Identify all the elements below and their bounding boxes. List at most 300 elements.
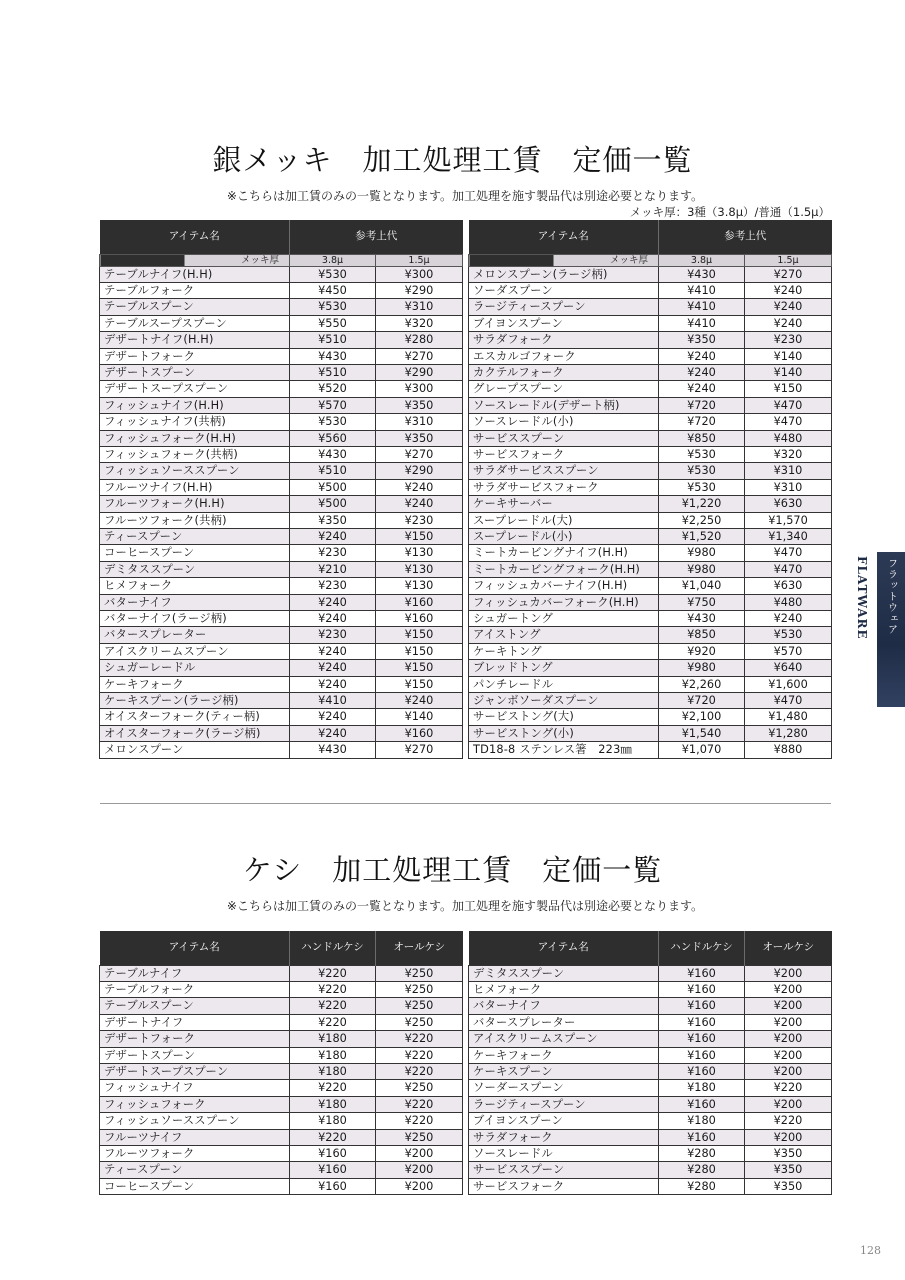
item-name-cell: コーヒースプーン [100, 545, 290, 561]
table-row [469, 676, 832, 692]
price-cell-b: ¥200 [745, 1063, 832, 1079]
price-cell-b: ¥150 [376, 529, 463, 545]
all-keshi-header: オールケシ [376, 931, 463, 965]
price-cell-b: ¥470 [745, 693, 832, 709]
item-name-cell: テーブルナイフ [100, 965, 290, 981]
price-cell-b: ¥230 [376, 512, 463, 528]
item-name-cell: サラダサービスフォーク [469, 479, 659, 495]
price-cell-a: ¥160 [659, 1014, 745, 1030]
keshi-title: ケシ 加工処理工賃 定価一覧 [242, 853, 663, 887]
table-row [469, 561, 832, 577]
price-cell-a: ¥720 [659, 397, 745, 413]
item-name-cell: ケーキフォーク [469, 1047, 659, 1063]
price-cell-a: ¥980 [659, 545, 745, 561]
table-row [469, 981, 832, 997]
price-cell-a: ¥530 [290, 266, 376, 282]
price-cell-b: ¥200 [376, 1178, 463, 1194]
page-number: 128 [860, 1244, 881, 1257]
flatware-side-tab[interactable] [855, 552, 905, 707]
item-name-cell: シュガートング [469, 611, 659, 627]
table-row [100, 693, 463, 709]
price-cell-a: ¥160 [659, 1031, 745, 1047]
table-row [469, 463, 832, 479]
price-cell-a: ¥570 [290, 397, 376, 413]
item-name-cell: サラダフォーク [469, 332, 659, 348]
item-name-cell: オイスターフォーク(ラージ柄) [100, 725, 290, 741]
silver-price-table-left [99, 220, 463, 759]
table-row [469, 529, 832, 545]
item-name-cell: ケーキフォーク [100, 676, 290, 692]
table-row [469, 965, 832, 981]
item-name-cell: テーブルフォーク [100, 981, 290, 997]
item-name-cell: ケーキスプーン [469, 1063, 659, 1079]
price-cell-b: ¥130 [376, 578, 463, 594]
table-row [469, 397, 832, 413]
table-row [100, 266, 463, 282]
item-name-cell: エスカルゴフォーク [469, 348, 659, 364]
price-cell-b: ¥270 [376, 446, 463, 462]
price-cell-b: ¥310 [745, 463, 832, 479]
table-row [469, 496, 832, 512]
price-cell-b: ¥200 [376, 1162, 463, 1178]
item-name-cell: デミタススプーン [100, 561, 290, 577]
table-row [100, 529, 463, 545]
price-cell-b: ¥310 [376, 299, 463, 315]
price-cell-a: ¥160 [290, 1162, 376, 1178]
table-row [100, 561, 463, 577]
price-cell-a: ¥430 [659, 266, 745, 282]
price-cell-a: ¥410 [290, 693, 376, 709]
price-cell-a: ¥920 [659, 643, 745, 659]
item-name-cell: ソースレードル(小) [469, 414, 659, 430]
table-row [469, 332, 832, 348]
silver-plating-title: 銀メッキ 加工処理工賃 定価一覧 [212, 143, 693, 177]
table-row [100, 364, 463, 380]
price-cell-a: ¥410 [659, 282, 745, 298]
price-cell-a: ¥180 [290, 1047, 376, 1063]
price-cell-a: ¥280 [659, 1145, 745, 1161]
price-cell-b: ¥880 [745, 742, 832, 758]
price-cell-b: ¥240 [745, 315, 832, 331]
item-name-cell: アイストング [469, 627, 659, 643]
price-cell-b: ¥240 [745, 299, 832, 315]
price-cell-b: ¥300 [376, 266, 463, 282]
item-name-cell: ヒメフォーク [469, 981, 659, 997]
table-row [469, 446, 832, 462]
price-cell-b: ¥200 [745, 998, 832, 1014]
item-name-cell: デミタススプーン [469, 965, 659, 981]
price-cell-a: ¥1,040 [659, 578, 745, 594]
plating-thickness-label: メッキ厚 [469, 254, 659, 266]
table-row [469, 1129, 832, 1145]
table-row [100, 709, 463, 725]
price-cell-a: ¥2,260 [659, 676, 745, 692]
price-cell-b: ¥630 [745, 578, 832, 594]
table-row [469, 627, 832, 643]
item-name-cell: メロンスプーン [100, 742, 290, 758]
price-cell-a: ¥160 [659, 998, 745, 1014]
price-cell-b: ¥320 [745, 446, 832, 462]
price-cell-b: ¥470 [745, 397, 832, 413]
table-row [469, 1047, 832, 1063]
reference-price-header: 参考上代 [290, 220, 463, 254]
table-row [469, 414, 832, 430]
item-name-cell: フィッシュフォーク(共柄) [100, 446, 290, 462]
item-name-cell: ブイヨンスプーン [469, 315, 659, 331]
price-cell-b: ¥1,570 [745, 512, 832, 528]
table-row [469, 1145, 832, 1161]
item-name-cell: コーヒースプーン [100, 1178, 290, 1194]
price-cell-b: ¥250 [376, 965, 463, 981]
table-row [100, 1047, 463, 1063]
price-cell-a: ¥160 [290, 1145, 376, 1161]
section-divider [100, 803, 831, 804]
table-row [100, 512, 463, 528]
item-name-cell: サービスフォーク [469, 1178, 659, 1194]
table-row [469, 512, 832, 528]
price-cell-b: ¥480 [745, 594, 832, 610]
item-name-cell: フィッシュフォーク(H.H) [100, 430, 290, 446]
table-row [100, 446, 463, 462]
table-row [469, 594, 832, 610]
table-row [100, 1162, 463, 1178]
item-name-cell: フルーツフォーク(H.H) [100, 496, 290, 512]
price-cell-b: ¥470 [745, 561, 832, 577]
price-cell-b: ¥200 [745, 1014, 832, 1030]
price-cell-a: ¥1,070 [659, 742, 745, 758]
price-cell-a: ¥230 [290, 627, 376, 643]
table-row [100, 299, 463, 315]
item-name-cell: ヒメフォーク [100, 578, 290, 594]
price-cell-b: ¥480 [745, 430, 832, 446]
price-cell-a: ¥160 [659, 1047, 745, 1063]
table-row [469, 578, 832, 594]
price-cell-b: ¥150 [376, 627, 463, 643]
item-name-cell: ラージティースプーン [469, 1096, 659, 1112]
price-cell-a: ¥180 [290, 1063, 376, 1079]
price-cell-a: ¥280 [659, 1162, 745, 1178]
price-cell-b: ¥220 [376, 1063, 463, 1079]
price-cell-b: ¥160 [376, 725, 463, 741]
price-cell-a: ¥2,100 [659, 709, 745, 725]
table-row [469, 545, 832, 561]
table-row [469, 364, 832, 380]
price-cell-a: ¥720 [659, 693, 745, 709]
table-row [469, 381, 832, 397]
price-cell-b: ¥630 [745, 496, 832, 512]
price-cell-a: ¥430 [290, 742, 376, 758]
price-cell-b: ¥220 [376, 1047, 463, 1063]
item-name-cell: フィッシュカバーフォーク(H.H) [469, 594, 659, 610]
price-cell-a: ¥210 [290, 561, 376, 577]
item-name-cell: フィッシュナイフ(共柄) [100, 414, 290, 430]
price-cell-a: ¥510 [290, 364, 376, 380]
price-cell-b: ¥240 [376, 496, 463, 512]
price-cell-b: ¥200 [745, 1096, 832, 1112]
table-row [469, 266, 832, 282]
item-name-cell: テーブルスプーン [100, 998, 290, 1014]
price-cell-b: ¥200 [745, 1031, 832, 1047]
price-cell-b: ¥250 [376, 1080, 463, 1096]
price-cell-b: ¥150 [745, 381, 832, 397]
price-cell-b: ¥140 [376, 709, 463, 725]
price-cell-a: ¥180 [290, 1096, 376, 1112]
item-name-cell: バターナイフ [469, 998, 659, 1014]
price-cell-a: ¥230 [290, 578, 376, 594]
table-row [100, 282, 463, 298]
price-cell-a: ¥240 [659, 381, 745, 397]
table-row [469, 282, 832, 298]
price-cell-b: ¥230 [745, 332, 832, 348]
item-name-cell: バタースプレーター [469, 1014, 659, 1030]
price-cell-b: ¥140 [745, 348, 832, 364]
item-name-cell: バターナイフ [100, 594, 290, 610]
price-cell-b: ¥350 [745, 1178, 832, 1194]
table-row [469, 479, 832, 495]
item-name-cell: サービストング(大) [469, 709, 659, 725]
price-cell-b: ¥160 [376, 594, 463, 610]
price-cell-a: ¥240 [290, 725, 376, 741]
table-row [100, 397, 463, 413]
price-cell-b: ¥290 [376, 282, 463, 298]
table-row [469, 1178, 832, 1194]
price-cell-b: ¥220 [376, 1113, 463, 1129]
all-keshi-header: オールケシ [745, 931, 832, 965]
price-cell-a: ¥180 [659, 1113, 745, 1129]
price-cell-b: ¥1,280 [745, 725, 832, 741]
plating-thickness-label: メッキ厚 [100, 254, 290, 266]
table-row [100, 676, 463, 692]
price-cell-a: ¥1,520 [659, 529, 745, 545]
price-cell-b: ¥200 [745, 981, 832, 997]
price-cell-a: ¥160 [659, 965, 745, 981]
price-cell-b: ¥150 [376, 676, 463, 692]
item-name-cell: アイスクリームスプーン [469, 1031, 659, 1047]
keshi-price-table-left [99, 931, 463, 1195]
handle-keshi-header: ハンドルケシ [290, 931, 376, 965]
table-row [100, 1178, 463, 1194]
table-row [100, 660, 463, 676]
item-name-cell: ティースプーン [100, 529, 290, 545]
item-name-cell: ティースプーン [100, 1162, 290, 1178]
price-cell-a: ¥410 [659, 299, 745, 315]
price-cell-a: ¥240 [290, 660, 376, 676]
price-cell-a: ¥240 [659, 364, 745, 380]
price-cell-a: ¥720 [659, 414, 745, 430]
item-name-cell: ソースレードル(デザート柄) [469, 397, 659, 413]
price-cell-a: ¥1,540 [659, 725, 745, 741]
side-tab-label-jp: フラットウェア [885, 558, 897, 635]
item-name-cell: バターナイフ(ラージ柄) [100, 611, 290, 627]
price-cell-b: ¥220 [745, 1080, 832, 1096]
price-cell-a: ¥160 [290, 1178, 376, 1194]
table-row [469, 299, 832, 315]
price-cell-a: ¥350 [659, 332, 745, 348]
silver-price-table-right [468, 220, 832, 759]
price-cell-a: ¥500 [290, 496, 376, 512]
price-cell-a: ¥2,250 [659, 512, 745, 528]
price-cell-b: ¥350 [376, 397, 463, 413]
thickness-1-5-header: 1.5μ [376, 254, 463, 266]
item-name-cell: フルーツナイフ(H.H) [100, 479, 290, 495]
price-cell-a: ¥230 [290, 545, 376, 561]
price-cell-a: ¥850 [659, 430, 745, 446]
item-name-cell: オイスターフォーク(ティー柄) [100, 709, 290, 725]
price-cell-a: ¥530 [659, 479, 745, 495]
price-cell-b: ¥640 [745, 660, 832, 676]
item-name-cell: ケーキスプーン(ラージ柄) [100, 693, 290, 709]
price-cell-b: ¥240 [376, 479, 463, 495]
price-cell-a: ¥560 [290, 430, 376, 446]
item-name-cell: ジャンボソーダスプーン [469, 693, 659, 709]
table-row [100, 1145, 463, 1161]
price-cell-a: ¥240 [290, 676, 376, 692]
price-cell-b: ¥150 [376, 643, 463, 659]
item-name-cell: テーブルスープスプーン [100, 315, 290, 331]
table-row [469, 1031, 832, 1047]
item-name-cell: TD18-8 ステンレス箸 223㎜ [469, 742, 659, 758]
table-row [469, 643, 832, 659]
table-row [100, 643, 463, 659]
table-row [100, 1014, 463, 1030]
item-name-cell: サービストング(小) [469, 725, 659, 741]
price-cell-b: ¥570 [745, 643, 832, 659]
table-row [469, 709, 832, 725]
price-cell-b: ¥310 [745, 479, 832, 495]
price-cell-a: ¥520 [290, 381, 376, 397]
table-row [100, 463, 463, 479]
item-name-cell: フィッシュカバーナイフ(H.H) [469, 578, 659, 594]
price-cell-a: ¥430 [659, 611, 745, 627]
price-cell-a: ¥180 [290, 1113, 376, 1129]
table-row [100, 742, 463, 758]
price-cell-b: ¥280 [376, 332, 463, 348]
price-cell-b: ¥200 [745, 1129, 832, 1145]
price-cell-b: ¥350 [745, 1162, 832, 1178]
price-cell-a: ¥180 [290, 1031, 376, 1047]
table-row [469, 348, 832, 364]
item-name-cell: グレープスプーン [469, 381, 659, 397]
item-name-cell: カクテルフォーク [469, 364, 659, 380]
price-cell-a: ¥240 [290, 529, 376, 545]
table-row [469, 611, 832, 627]
table-row [100, 1080, 463, 1096]
price-cell-b: ¥290 [376, 463, 463, 479]
item-name-cell: フィッシュソーススプーン [100, 1113, 290, 1129]
item-name-cell: ソーダスプーン [469, 282, 659, 298]
price-cell-a: ¥530 [290, 299, 376, 315]
price-cell-a: ¥220 [290, 1014, 376, 1030]
price-cell-a: ¥280 [659, 1178, 745, 1194]
price-cell-a: ¥430 [290, 446, 376, 462]
price-cell-a: ¥450 [290, 282, 376, 298]
table-row [100, 981, 463, 997]
item-name-cell: デザートスープスプーン [100, 1063, 290, 1079]
item-name-cell: ソースレードル [469, 1145, 659, 1161]
price-cell-b: ¥290 [376, 364, 463, 380]
item-name-cell: デザートスプーン [100, 364, 290, 380]
price-cell-b: ¥1,480 [745, 709, 832, 725]
price-cell-b: ¥220 [376, 1096, 463, 1112]
price-cell-b: ¥150 [376, 660, 463, 676]
price-cell-a: ¥220 [290, 965, 376, 981]
table-row [100, 348, 463, 364]
price-cell-b: ¥350 [376, 430, 463, 446]
price-cell-b: ¥470 [745, 545, 832, 561]
table-row [469, 315, 832, 331]
item-name-cell: テーブルナイフ(H.H) [100, 266, 290, 282]
price-cell-b: ¥130 [376, 545, 463, 561]
table-row [100, 594, 463, 610]
item-name-cell: サラダフォーク [469, 1129, 659, 1145]
item-name-header: アイテム名 [100, 220, 290, 254]
thickness-1-5-header: 1.5μ [745, 254, 832, 266]
thickness-3-8-header: 3.8μ [659, 254, 745, 266]
item-name-cell: フィッシュナイフ(H.H) [100, 397, 290, 413]
table-row [100, 1031, 463, 1047]
price-cell-b: ¥240 [376, 693, 463, 709]
price-cell-b: ¥200 [745, 1047, 832, 1063]
table-row [100, 381, 463, 397]
table-row [469, 1080, 832, 1096]
item-name-cell: ケーキトング [469, 643, 659, 659]
price-cell-b: ¥310 [376, 414, 463, 430]
table-row [100, 315, 463, 331]
price-cell-b: ¥130 [376, 561, 463, 577]
price-cell-b: ¥250 [376, 981, 463, 997]
item-name-cell: ブイヨンスプーン [469, 1113, 659, 1129]
price-cell-b: ¥270 [745, 266, 832, 282]
price-cell-a: ¥430 [290, 348, 376, 364]
item-name-cell: テーブルフォーク [100, 282, 290, 298]
item-name-cell: バタースプレーター [100, 627, 290, 643]
price-cell-a: ¥160 [659, 1096, 745, 1112]
price-cell-b: ¥300 [376, 381, 463, 397]
table-row [469, 430, 832, 446]
price-cell-b: ¥320 [376, 315, 463, 331]
price-cell-b: ¥270 [376, 742, 463, 758]
handle-keshi-header: ハンドルケシ [659, 931, 745, 965]
keshi-note: ※こちらは加工賃のみの一覧となります。加工処理を施す製品代は別途必要となります。 [226, 899, 704, 913]
price-cell-a: ¥180 [659, 1080, 745, 1096]
price-cell-a: ¥530 [659, 463, 745, 479]
item-name-cell: サービススプーン [469, 1162, 659, 1178]
table-row [469, 1096, 832, 1112]
item-name-cell: スープレードル(小) [469, 529, 659, 545]
price-cell-b: ¥200 [376, 1145, 463, 1161]
price-cell-b: ¥350 [745, 1145, 832, 1161]
item-name-cell: デザートスープスプーン [100, 381, 290, 397]
table-row [469, 742, 832, 758]
price-cell-a: ¥240 [290, 611, 376, 627]
price-cell-b: ¥530 [745, 627, 832, 643]
item-name-cell: ミートカービングナイフ(H.H) [469, 545, 659, 561]
price-cell-a: ¥220 [290, 981, 376, 997]
price-cell-a: ¥160 [659, 1063, 745, 1079]
item-name-cell: デザートフォーク [100, 348, 290, 364]
item-name-cell: デザートナイフ(H.H) [100, 332, 290, 348]
item-name-cell: スープレードル(大) [469, 512, 659, 528]
price-cell-a: ¥220 [290, 998, 376, 1014]
item-name-cell: ミートカービングフォーク(H.H) [469, 561, 659, 577]
table-row [100, 627, 463, 643]
price-cell-a: ¥1,220 [659, 496, 745, 512]
item-name-cell: メロンスプーン(ラージ柄) [469, 266, 659, 282]
price-cell-b: ¥240 [745, 611, 832, 627]
price-cell-a: ¥500 [290, 479, 376, 495]
price-cell-b: ¥160 [376, 611, 463, 627]
item-name-cell: ケーキサーバー [469, 496, 659, 512]
